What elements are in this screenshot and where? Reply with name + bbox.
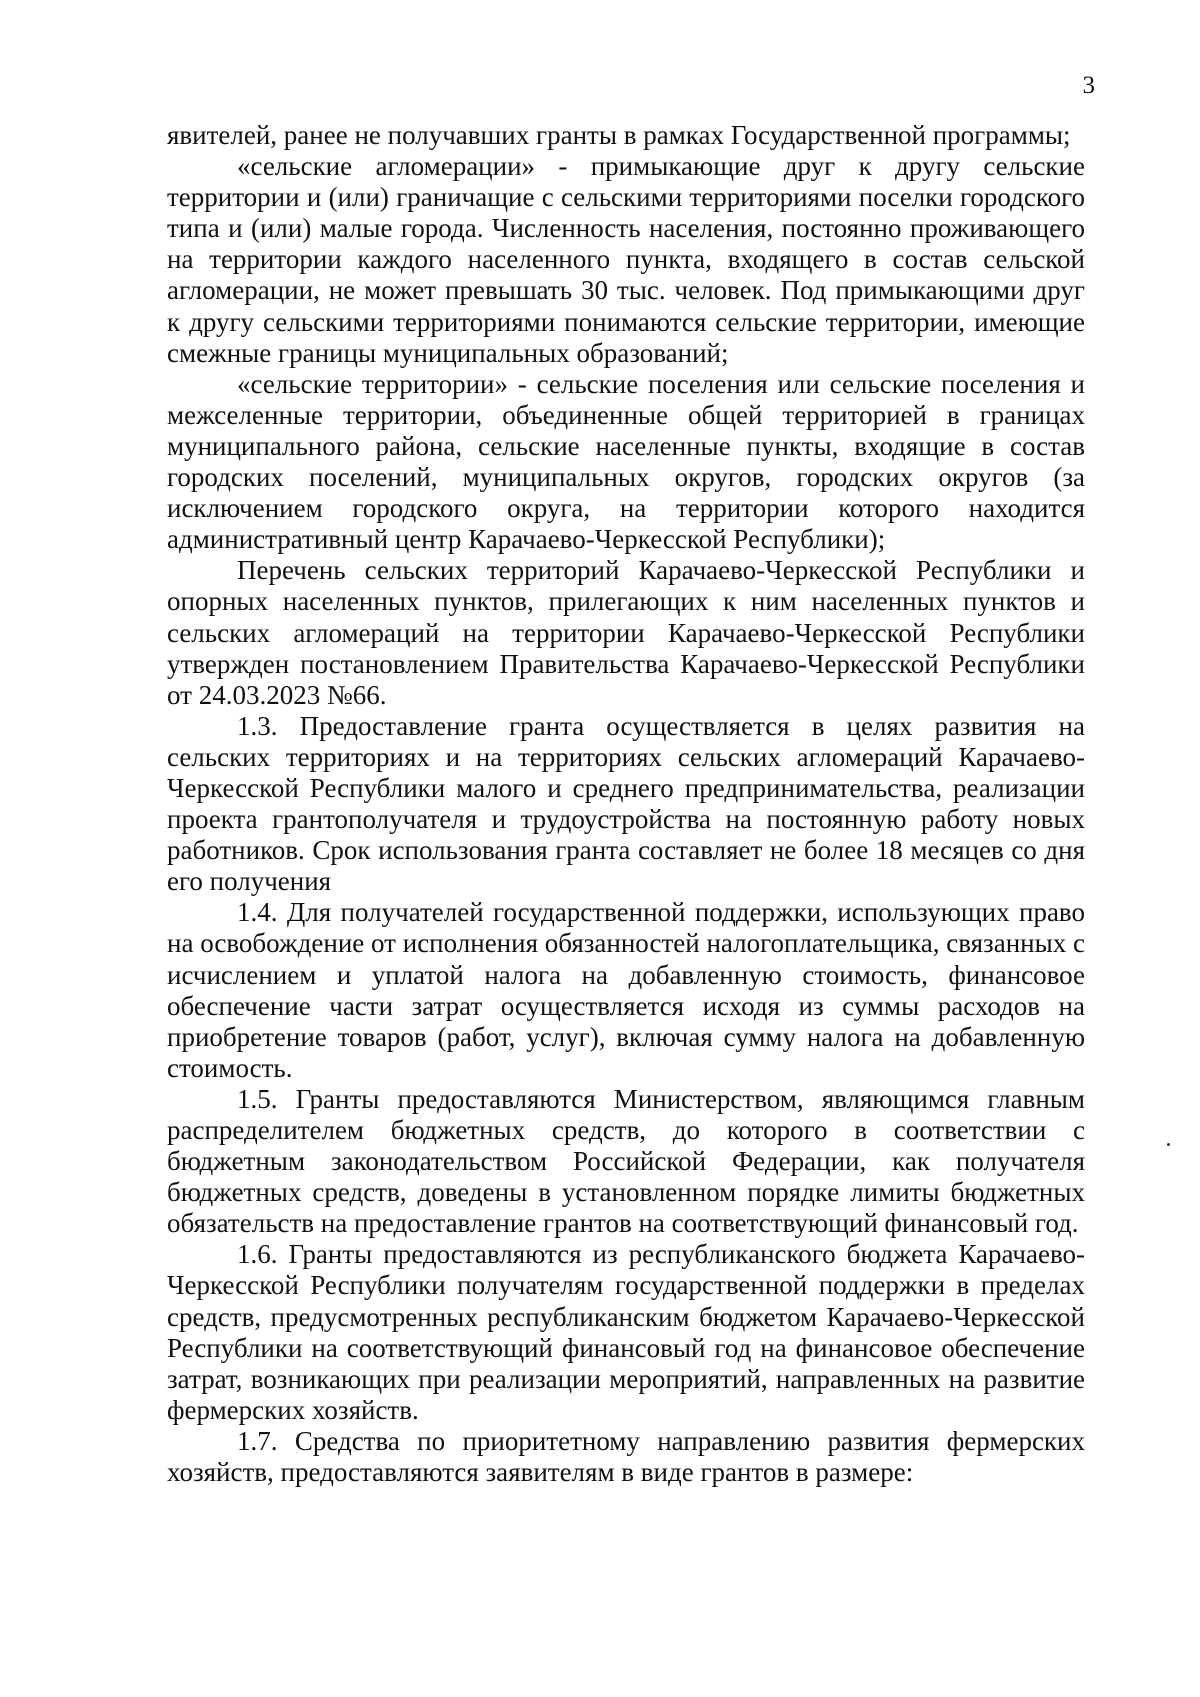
paragraph-continuation: явителей, ранее не получавших гранты в рамках Государственной программы;: [167, 120, 1071, 150]
page-number: 3: [1082, 72, 1095, 99]
document-body: [167, 120, 1085, 1488]
paragraph-1-7: 1.7. Средства по приоритетному направлению развития фермерских хозяйств, предоставляются заявителям в виде грантов в размере:: [167, 1425, 1085, 1488]
paragraph-1-5: 1.5. Гранты предоставляются Министерством, являющимся главным распределителем бюджетных средств, до которого в соответствии с бюджетным законодательством Российской Федерации, как получателя бюджетных средств, доведены в установленном порядке лимиты бюджетных обязательств на предоставление грантов на соответствующий финансовый год.: [167, 1083, 1085, 1239]
paragraph-1-3: 1.3. Предоставление гранта осуществляется в целях развития на сельских территориях и на территориях сельских агломераций Карачаево-Черкесской Республики малого и среднего предпринимательства, реализации проекта грантополучателя и трудоустройства на постоянную работу новых работников. Срок использования гранта составляет не более 18 месяцев со дня его получения: [167, 710, 1085, 897]
paragraph-rural-agglomerations: «сельские агломерации» - примыкающие друг к другу сельские территории и (или) граничащие с сельскими территориями поселки городского типа и (или) малые города. Численность населения, постоянно проживающего на территории каждого населенного пункта, входящего в состав сельской агломерации, не может превышать 30 тыс. человек. Под примыкающими друг к другу сельскими территориями понимаются сельские территории, имеющие смежные границы муниципальных образований;: [167, 151, 1085, 368]
paragraph-rural-territories: «сельские территории» - сельские поселения или сельские поселения и межселенные территории, объединенные общей территорией в границах муниципального района, сельские населенные пункты, входящие в состав городских поселений, муниципальных округов, городских округов (за исключением городского округа, на территории которого находится административный центр Карачаево-Черкесской Республики);: [167, 368, 1085, 555]
paragraph-1-6: 1.6. Гранты предоставляются из республиканского бюджета Карачаево-Черкесской Республики получателям государственной поддержки в пределах средств, предусмотренных республиканским бюджетом Карачаево-Черкесской Республики на соответствующий финансовый год на финансовое обеспечение затрат, возникающих при реализации мероприятий, направленных на развитие фермерских хозяйств.: [167, 1239, 1085, 1425]
paragraph-territories-list: Перечень сельских территорий Карачаево-Черкесской Республики и опорных населенных пунктов, прилегающих к ним населенных пунктов и сельских агломераций на территории Карачаево-Черкесской Республики утвержден постановлением Правительства Карачаево-Черкесской Республики от 24.03.2023 №66.: [167, 555, 1085, 710]
paragraph-1-4: 1.4. Для получателей государственной поддержки, использующих право на освобождение от исполнения обязанностей налогоплательщика, связанных с исчислением и уплатой налога на добавленную стоимость, финансовое обеспечение части затрат осуществляется исходя из суммы расходов на приобретение товаров (работ, услуг), включая сумму налога на добавленную стоимость.: [167, 897, 1085, 1083]
scan-speck: [1167, 1143, 1170, 1146]
